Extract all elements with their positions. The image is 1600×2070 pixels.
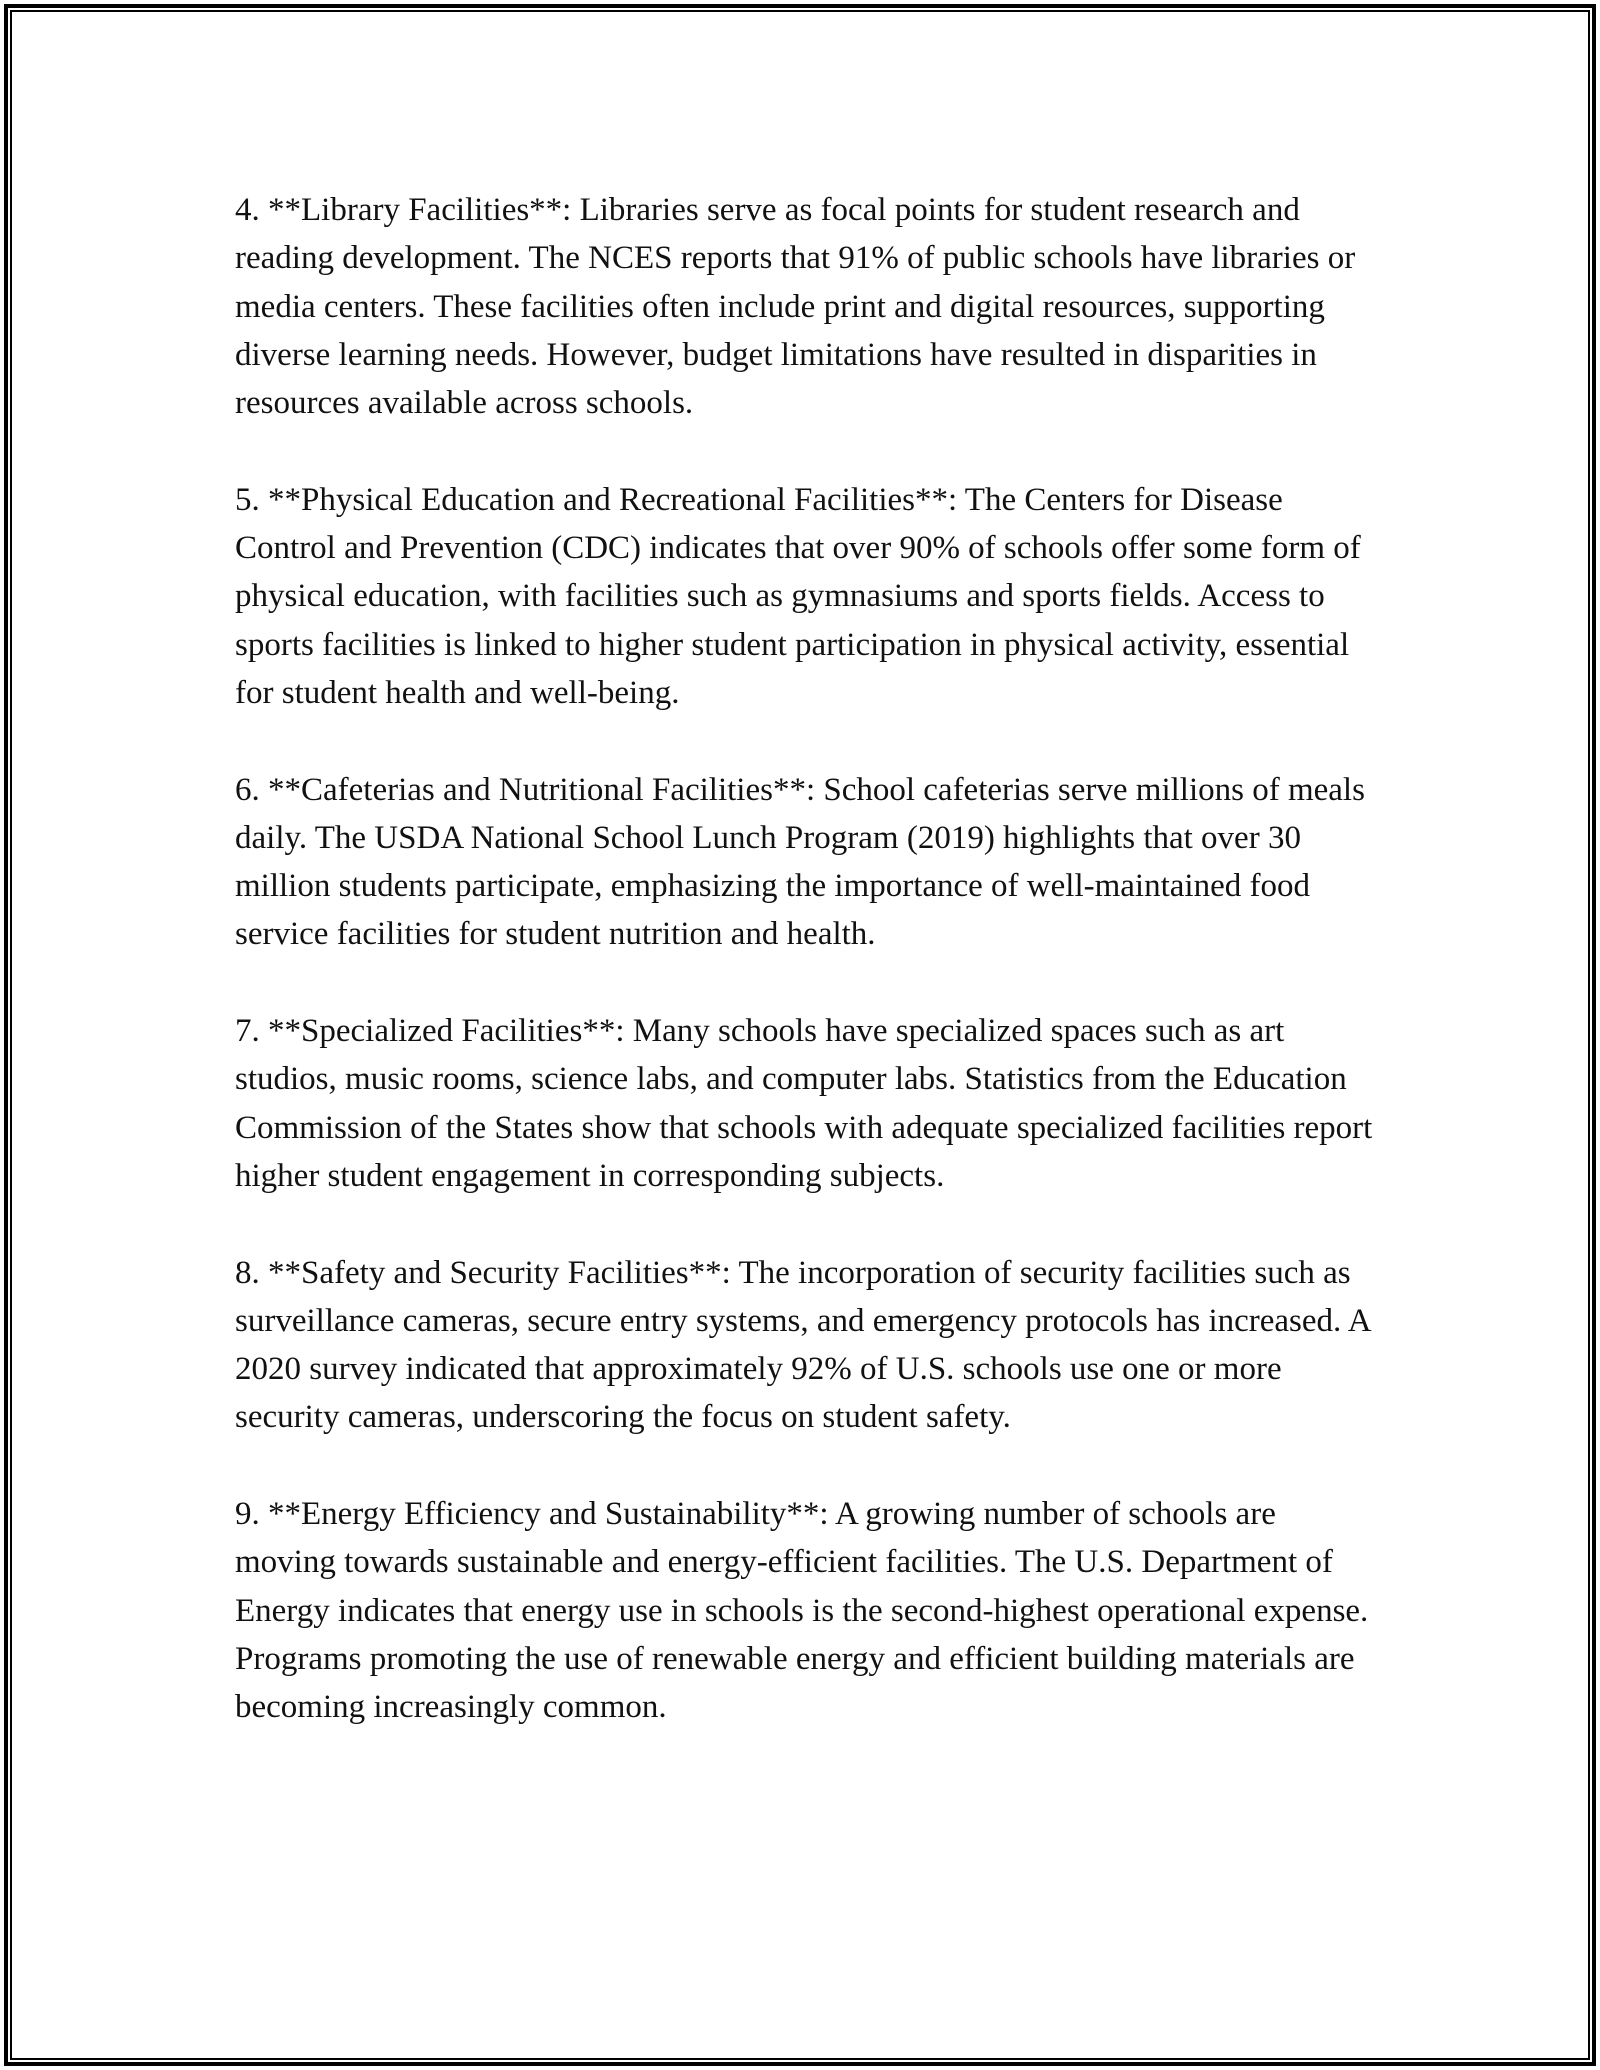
paragraph-library-facilities: 4. **Library Facilities**: Libraries serve as focal points for student research and reading development. The NCES reports that 91% of public schools have libraries or media centers. These facilities often include print and digital resources, supporting diverse learning needs. However, budget limitations have resulted in disparities in resources available across schools. — [235, 192, 1356, 422]
document-body — [235, 186, 1375, 1732]
paragraph-specialized-facilities: 7. **Specialized Facilities**: Many schools have specialized spaces such as art studios, music rooms, science labs, and computer labs. Statistics from the Education Commission of the States show that schools with adequate specialized facilities report higher student engagement in corresponding subjects. — [235, 1013, 1373, 1194]
paragraph-energy-efficiency-sustainability: 9. **Energy Efficiency and Sustainability**: A growing number of schools are moving towards sustainable and energy-efficient facilities. The U.S. Department of Energy indicates that energy use in schools is the second-highest operational expense. Programs promoting the use of renewable energy and efficient building materials are becoming increasingly common. — [235, 1496, 1369, 1726]
paragraph-physical-education-facilities: 5. **Physical Education and Recreational Facilities**: The Centers for Disease Control and Prevention (CDC) indicates that over 90% of schools offer some form of physical education, with facilities such as gymnasiums and sports fields. Access to sports facilities is linked to higher student participation in physical activity, essential for student health and well-being. — [235, 481, 1361, 711]
paragraph-cafeterias-nutritional-facilities: 6. **Cafeterias and Nutritional Facilities**: School cafeterias serve millions of meals daily. The USDA National School Lunch Program (2019) highlights that over 30 million students participate, emphasizing the importance of well-maintained food service facilities for student nutrition and health. — [235, 771, 1365, 953]
paragraph-safety-security-facilities: 8. **Safety and Security Facilities**: The incorporation of security facilities such as surveillance cameras, secure entry systems, and emergency protocols has increased. A 2020 survey indicated that approximately 92% of U.S. schools use one or more security cameras, underscoring the focus on student safety. — [235, 1254, 1370, 1436]
